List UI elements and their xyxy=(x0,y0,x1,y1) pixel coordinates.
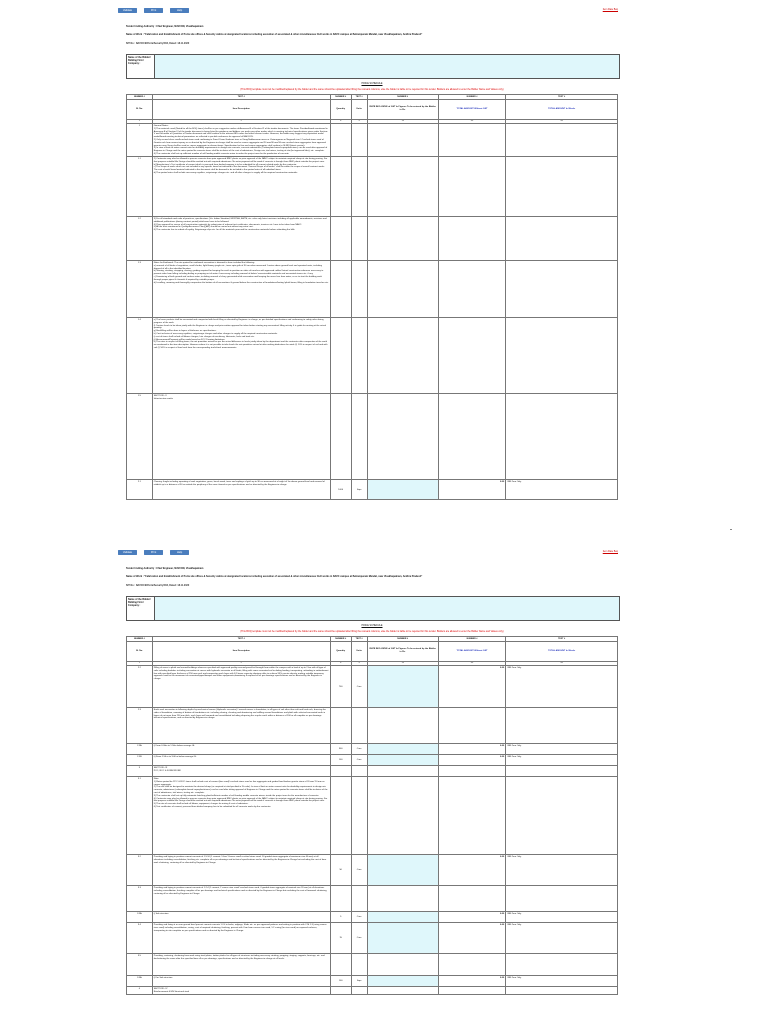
row-total-amount xyxy=(438,124,506,157)
column-type-cell: TEXT # xyxy=(152,95,330,100)
row-sl-no: 3.1 xyxy=(127,777,153,855)
row-sl-no: 3.5A xyxy=(127,976,153,987)
column-number-cell: 1 xyxy=(127,119,153,124)
toolbar xyxy=(118,550,189,555)
row-description: 3) For all standards and code of practices, specifications (Viz. Indian Standard, MORT&H, ASTM, etc. refer only latest revisions including all applicable amendments, revisions and additional publications (during contract period) whichever have to be followed. 4) Prior approval for source of all construction materials by submission of relevant test certificates, documents, invoices etc. have to be taken from NAVC. 5) All the tests mentioned in Quality Assurance Plan(QAP) should be carried out without any extra cost. 6) The contractor has to submit all royalty, Seigniorage slips etc. for all the materials procured for construction materials before submitting the bills. xyxy=(152,217,330,261)
row-amount-words xyxy=(506,777,618,855)
row-description: Filling of areas in plinth and around buildings wherever specified with approved quality murrum/gravel/soil brought from within the campus with a lead of up to 2 km with all type of soils including boulders including excavation at source with hydraulic excavator or all kinds, filling with same excavated soil including loading, transporting, unloading in embankment line with specified layer thickness of 250 mm each and compacting each layer with 8-9 tonne capacity vibratory roller to achieve 95% proctor density, making suitable temporary approach road for the movement of excavator/tipper/dumper and other equipments,dewatering if required all as per drawings specifications and as directed by the Engineer in charge. xyxy=(152,666,330,708)
row-sl-no: 1.3 xyxy=(127,261,153,318)
row-sl-no: 2.2 xyxy=(127,666,153,708)
row-amount-words xyxy=(506,261,618,318)
print-button[interactable]: Print xyxy=(144,8,163,13)
row-sl-no: 2.3 xyxy=(127,708,153,744)
row-amount-words: INR Zero Only xyxy=(506,755,618,766)
boq-row xyxy=(127,394,618,480)
item-rate-boq-link[interactable]: Item Rate Boq xyxy=(602,550,618,553)
row-total-amount xyxy=(438,394,506,480)
rate-input-cell[interactable] xyxy=(367,855,438,886)
tender-authority: Tender Inviting Authority : Chief Engineer, NAVCON, Visakhapatnam xyxy=(126,567,204,570)
rate-input-cell xyxy=(367,886,438,912)
row-total-amount xyxy=(438,954,506,976)
row-sl-no: 1.4 xyxy=(127,318,153,394)
tender-authority: Tender Inviting Authority : Chief Engineer, NAVCON, Visakhapatnam xyxy=(126,25,204,28)
column-type-cell: NUMBER # xyxy=(438,637,506,642)
row-description: Providing and laying in position cement concrete of 1:2:4 (1 cement, 2 coarse river sand/ crushed stone sand, 4 graded stone aggregate of nominal size 20 mm) at all elevations including consolidation, finishing complete all as per drawings and technical specifications and as directed by the Engineer-in-Charge but excluding the cost of formwork shuttering, centering all as directed by Engineer-in-Charge. xyxy=(152,886,330,912)
column-type-cell: NUMBER # xyxy=(127,637,153,642)
row-quantity: 300 xyxy=(330,744,351,755)
boq-row xyxy=(127,755,618,766)
row-quantity: 100 xyxy=(330,755,351,766)
rate-input-cell xyxy=(367,394,438,480)
row-quantity: 50 xyxy=(330,855,351,886)
row-description: General Notes: 1) The materials used (Noted for all the BOQ items) shall be as per suggestive makes of Annexure-B of Section-VI of the tender documents. The items Provided/made mentioned in Annexure-B of Section-VI of the tender document is being listed for guidance and bidders can prefer any other makes which is meeting technical specifications given under Section-V and Schedule of Quantities of Tender document and shall confirm to the relevant BIS codes and other relevant codes. However, the bidder may suggest any equivalent make/ model/brand meeting technical parameters as reflected in pre-bid conference for approval of NAVCON. 2) Only second class sand/crushed stone sand confirming to Zone-II from Godavari river or Vizag/Sabbavaram areas or Vizianagaram or Nagavali river / Crushed stone sand of Granite rock from nearest quarry or as directed by the Engineer-in-charge shall be used as coarse aggregate and 20 mm/40 mm/10 mm crushed stone aggregates from approved quarries near Vizag shall be used as coarse aggregate in relevant items. Specification for fine and coarse aggregates shall confirm to IS:383 (latest version). 3) In view of limit on water cement ratio for durability requirements in design mix concrete, concrete admixtures (Carboxylate-based superplasticizers) can be used after approval of Engineer in Charge and the rates quoted for concrete items shall be inclusive of the cost of admixtures, Design mix, trial mixes, testing at site (but approved labs), etc. complete. 4) The contractor shall set up sufficient number of self loading mobile concrete mixer to make the project area for the production of concrete. xyxy=(152,124,330,157)
row-sl-no: 2.1 xyxy=(127,480,153,500)
column-header-cell: Units xyxy=(351,99,367,119)
boq-row xyxy=(127,217,618,261)
row-quantity xyxy=(330,124,351,157)
row-units xyxy=(351,124,367,157)
price-schedule-title: PRICE SCHEDULE xyxy=(361,82,383,85)
boq-row xyxy=(127,124,618,157)
column-header-cell: RATE INCLUSIVE of GST In Figures To be entered by the Bidder in Rs. xyxy=(367,641,438,661)
row-quantity: 100 xyxy=(330,976,351,987)
row-amount-words xyxy=(506,708,618,744)
row-quantity xyxy=(330,987,351,995)
rate-input-cell xyxy=(367,777,438,855)
bidder-name-label: Name of the Bidder/ Bidding Firm / Company : xyxy=(127,55,155,78)
row-description: Notes for Earthwork: The rate quoted for earthwork excavation is deemed to have included the following: a) removal of all kinds of vegetation, small shrubs, light flowery jungle etc., trees upto girth of 30 cm when measured 1 metre above ground level and uprooted roots, including disposal of all in the identified location. b) Shoring, strutting, strapping, shoring, grading required for keeping the earth in position on sides of trenches with approved cables/ lateral construction wherever necessary to prevent sides from falling including bailing or pumping out of water if necessary including removal of debris/ unserviceable materials and excavated stones etc. if any. c) Dewatering of both ground and surface water, including removal of slurry generated while excavation and keeping the areas free from water, so as to start the building work through proper pipes & channels if required by suitable pumps. d) Levelling, ramming and thoroughly compaction the bottom of all excavations & ground before the construction of foundations/footing /plinth beam, filling in foundation trenches etc. xyxy=(152,261,330,318)
row-units xyxy=(351,766,367,777)
work-name: Name of Work : "Fabrication and Establishment of Porta site offices & Security cabins at designated locations including execution of associated & other miscellaneous Civil works in NAVC campus at Belrampuram Mandal, near Visakhapatnam, Andhra Pradesh" xyxy=(126,33,423,36)
column-type-cell: NUMBER # xyxy=(127,95,153,100)
row-description: 2) Contractor may also be allowed to procure concrete from prior approved RMC plants on prior approval of the NAVC subject to maintain required slump at site during pouring. For that purpose suitable Mix Design should be worked out with required admixtures. No extra payment will be made if concrete is brought from RMC plants outside the project area. b) Manufacturer's Test certificate of cement which is procured from dealer/company is to be submitted for all cement related works by the contractor. c) The Scope of works which are not included in any specific items but indicated in the document "General Scope of all works" shall be within the scope of overall contract works. The cost of work/ items/material indicated in the document shall be deemed to be included in the quoted rates of all individual items. d) The quoted rates shall include necessary royalties, seigniorage charges etc. and all other charges to supply all the required construction materials. xyxy=(152,157,330,217)
template-warning: (This BOQ template must not be modified/replaced by the bidder and the same should be uploaded after filling the relevant columns, else the bidder is liable to be rejected for this tender. Bidders are allowed to enter the Bidder Name and Values only) xyxy=(240,88,504,91)
boq-row xyxy=(127,923,618,954)
boq-row xyxy=(127,157,618,217)
row-units xyxy=(351,987,367,995)
rate-input-cell[interactable] xyxy=(367,755,438,766)
column-type-cell: NUMBER # xyxy=(367,637,438,642)
rate-input-cell[interactable] xyxy=(367,976,438,987)
row-quantity xyxy=(330,318,351,394)
column-number-cell: 4 xyxy=(330,661,351,666)
boq-table xyxy=(126,636,618,995)
rate-input-cell xyxy=(367,954,438,976)
row-units xyxy=(351,777,367,855)
boq-row xyxy=(127,744,618,755)
rate-input-cell xyxy=(367,261,438,318)
bidder-name-box xyxy=(126,54,620,79)
row-amount-words xyxy=(506,766,618,777)
rate-input-cell xyxy=(367,987,438,995)
row-quantity xyxy=(330,886,351,912)
row-quantity: 1000 xyxy=(330,480,351,500)
column-header-cell: Units xyxy=(351,641,367,661)
boq-row xyxy=(127,912,618,923)
row-sl-no: 1 xyxy=(127,124,153,157)
row-description: Clearing Jungle including uprooting of rank vegetation, grass, brush wood, trees and saplings of girth up to 30 cm measured at a height of 1m above ground level and removal of rubbish up to a distance of 50 m outside the periphery of the area cleared as per specifications and as directed by the Engineer-in-charge xyxy=(152,480,330,500)
row-description: Providing, centering, shuttering form work using steel plates, timber planks for all types of structures including necessary strutting, propping, staging, supports, bracings, etc. and deshuttering the same after the specified time all as per drawings, specifications and as directed by the Engineer-in-charge at all levels. xyxy=(152,954,330,976)
column-header-cell: TOTAL AMOUNT Without GST xyxy=(438,99,506,119)
row-units xyxy=(351,394,367,480)
boq-row xyxy=(127,855,618,886)
column-header-cell: Sl. No. xyxy=(127,99,153,119)
boq-row xyxy=(127,766,618,777)
column-header-cell: Item Description xyxy=(152,99,330,119)
row-quantity xyxy=(330,261,351,318)
row-description: Earth work excavation in following depths by mechanical means (Hydraulic excavator) / manual means in foundation, in all types of soil other than soft and hard rock, dressing the sides of foundation, ramming of bottom of foundations etc. including shoring, sheeting and dewatering and refilling around foundations and plinth with selected excavated earth in layers of not more than 250 mm thick, each layer well rammed and consolidated including disposing the surplus earth within a distance of 200 m all complete as per drawings technical specifications, and as directed by Engineer-in-charge. xyxy=(152,708,330,744)
row-units xyxy=(351,261,367,318)
row-quantity xyxy=(330,954,351,976)
column-number-cell: 2 xyxy=(152,119,330,124)
row-quantity: 700 xyxy=(330,666,351,708)
row-amount-words: INR Zero Only xyxy=(506,923,618,954)
column-header-cell: TOTAL AMOUNT In Words xyxy=(506,641,618,661)
row-amount-words: INR Zero Only xyxy=(506,744,618,755)
column-number-cell: 55 xyxy=(506,661,618,666)
column-type-cell: TEXT # xyxy=(506,95,618,100)
row-amount-words xyxy=(506,318,618,394)
row-description: SECTION - IV Reinforcement & MS Structural steel xyxy=(152,987,330,995)
validate-button[interactable]: Validate xyxy=(118,550,137,555)
row-quantity xyxy=(330,708,351,744)
row-total-amount: 0.00 xyxy=(438,755,506,766)
rate-input-cell xyxy=(367,708,438,744)
row-sl-no: 1.2 xyxy=(127,217,153,261)
row-quantity xyxy=(330,766,351,777)
help-button[interactable]: Help xyxy=(170,550,189,555)
row-sl-no: 2.3B xyxy=(127,755,153,766)
row-quantity xyxy=(330,217,351,261)
row-total-amount: 0.00 xyxy=(438,912,506,923)
row-amount-words: INR Zero Only xyxy=(506,912,618,923)
price-schedule-title: PRICE SCHEDULE xyxy=(361,624,383,627)
row-total-amount xyxy=(438,777,506,855)
rate-input-cell xyxy=(367,766,438,777)
row-sl-no: 3.4 xyxy=(127,923,153,954)
row-sl-no: 3.3A xyxy=(127,912,153,923)
row-total-amount: 0.00 xyxy=(438,744,506,755)
row-total-amount xyxy=(438,217,506,261)
row-amount-words: INR Zero Only xyxy=(506,480,618,500)
row-description: Note: 1) Rates quoted for PCC & RCC items shall include cost of cement (bar sand)/ crushed stone sand as fine aggregate and graded hard broken granite stone of 20 mm/ 10 mm as coarse aggregate. 2) The mix shall be designed to maintain the desired slump (as required at site/specified in IS code). In view of limit on water cement ratio for durability requirements in design mix concrete, admixtures (carboxylate based superplasticizers) can be used after taking approval of Engineer in Charge and the rates quoted for concrete items shall be inclusive of the cost of admixtures, trial mixes, testing etc. complete. 3) The contractor shall set up fully automatic batching plant/sufficient number of self loading mobile concrete mixers inside the project area for the manufacture of concrete. 4) Contractor may also be allowed to procure concrete from prior approved RMC plants on prior approval of the NAVC subject to maintain required slump at site during pouring. For that purpose suitable Mix Design should be worked out with required admixtures. No extra payment will be made if concrete is brought from RMC plants outside the project area. 5) The rate of concrete shall include all labour, equipment, charges for mixing & cost of admixture. 6) Test certificates of cement, procured from dealer/company has to be submitted for all concrete works by the contractor. xyxy=(152,777,330,855)
row-total-amount xyxy=(438,886,506,912)
rate-input-cell[interactable] xyxy=(367,744,438,755)
row-total-amount: 0.00 xyxy=(438,666,506,708)
row-description: Providing and laying in position cement concrete of 1:5:10 (1 cement: 5 fine/ Coarse sand/ crushed stone sand: 10 graded stone aggregate of maximum size 40 mm) at all elevations including consolidation, finishing etc. complete all as per drawings and technical specifications and as directed by the Engineer-in-Charge but excluding the cost of form work shuttering, centering all as directed by Engineer-in-Charge. xyxy=(152,855,330,886)
row-units xyxy=(351,954,367,976)
column-number-cell: 2 xyxy=(152,661,330,666)
row-units: Cum xyxy=(351,755,367,766)
row-total-amount: 0.00 xyxy=(438,480,506,500)
row-units xyxy=(351,157,367,217)
print-button[interactable]: Print xyxy=(144,550,163,555)
boq-row xyxy=(127,976,618,987)
work-name: Name of Work : "Fabrication and Establishment of Porta site offices & Security cabins at designated locations including execution of associated & other miscellaneous Civil works in NAVC campus at Belrampuram Mandal, near Visakhapatnam, Andhra Pradesh" xyxy=(126,575,423,578)
row-quantity xyxy=(330,394,351,480)
toolbar xyxy=(118,8,189,13)
row-total-amount: 0.00 xyxy=(438,976,506,987)
column-number-cell: 5 xyxy=(351,661,367,666)
row-quantity: 5 xyxy=(330,912,351,923)
boq-row xyxy=(127,480,618,500)
row-total-amount xyxy=(438,708,506,744)
rate-input-cell xyxy=(367,318,438,394)
row-units: Cum xyxy=(351,923,367,954)
row-total-amount xyxy=(438,766,506,777)
column-type-cell: TEXT # xyxy=(506,637,618,642)
row-description: i) For Sub structure xyxy=(152,976,330,987)
row-sl-no: 1.5 xyxy=(127,394,153,480)
template-warning: (This BOQ template must not be modified/replaced by the bidder and the same should be uploaded after filling the relevant columns, else the bidder is liable to be rejected for this tender. Bidders are allowed to enter the Bidder Name and Values only) xyxy=(240,630,504,633)
column-header-cell: Quantity xyxy=(330,99,351,119)
column-header-cell: RATE INCLUSIVE of GST In Figures To be entered by the Bidder in Rs. xyxy=(367,99,438,119)
row-total-amount: 0.00 xyxy=(438,923,506,954)
column-number-cell: 1 xyxy=(127,661,153,666)
boq-row xyxy=(127,708,618,744)
rate-input-cell[interactable] xyxy=(367,480,438,500)
row-amount-words xyxy=(506,987,618,995)
column-number-cell: 53 xyxy=(438,661,506,666)
row-units xyxy=(351,886,367,912)
column-type-cell: NUMBER # xyxy=(330,637,351,642)
bidder-name-input[interactable] xyxy=(155,55,619,78)
row-units: Cum xyxy=(351,744,367,755)
column-type-cell: NUMBER # xyxy=(330,95,351,100)
rate-input-cell[interactable] xyxy=(367,923,438,954)
column-type-cell: NUMBER # xyxy=(438,95,506,100)
row-amount-words: INR Zero Only xyxy=(506,855,618,886)
row-total-amount: 0.00 xyxy=(438,855,506,886)
row-total-amount xyxy=(438,157,506,217)
boq-table xyxy=(126,94,618,500)
row-total-amount xyxy=(438,318,506,394)
bidder-name-box xyxy=(126,596,620,621)
row-total-amount xyxy=(438,261,506,318)
column-header-row xyxy=(127,99,618,119)
boq-row xyxy=(127,954,618,976)
row-units xyxy=(351,217,367,261)
rate-input-cell[interactable] xyxy=(367,666,438,708)
row-units: Sqm xyxy=(351,480,367,500)
rate-input-cell xyxy=(367,217,438,261)
column-number-cell: 55 xyxy=(506,119,618,124)
bidder-name-input[interactable] xyxy=(155,597,619,620)
row-sl-no: 1.1 xyxy=(127,157,153,217)
row-units: Cum xyxy=(351,855,367,886)
column-type-cell: TEXT # xyxy=(351,637,367,642)
rate-input-cell xyxy=(367,124,438,157)
page-edge-mark xyxy=(730,529,732,530)
bidder-name-label: Name of the Bidder/ Bidding Firm / Company : xyxy=(127,597,155,620)
row-sl-no: 3.3 xyxy=(127,886,153,912)
row-description: SECTION - III PCC, RCC & FORM WORK xyxy=(152,766,330,777)
row-description: e) The loose pockets shall be excavated and compacted with back filling as directed by Engineer- in-charge, as per detailed specifications and conforming to safety rules during progress of the work. f) Contour levels to be taken jointly with the Engineer in charge and prior written approval be taken before starting any excavation/ filling activity. It is guide for arriving at the actual quantity. g) Backfilling will be done in layers of thickness as specifications. h) Cost inclusive of necessary royalties, seigniorage charges and other charges to supply all the required construction materials. i) cost of items shall include all labour charges, hire charges of machinery, lubricants, fuels and tools etc. j) Measurement/Payment will be made based on FCC Drawing limitations. k) The rates in respect of filling items, the net quantities arrived as per the actual difference in levels jointly taken by the department and the contractor after compaction of the earth as mentioned in the item description. However where it is not possible to take levels the net quantities arrived at after making deductions for voids @ 10% in respect of soil and with soil @ 50% in respect of hard rock from the corresponding truck/stack measurements. xyxy=(152,318,330,394)
row-units: Sqm xyxy=(351,976,367,987)
row-units: Cum xyxy=(351,666,367,708)
row-amount-words xyxy=(506,124,618,157)
validate-button[interactable]: Validate xyxy=(118,8,137,13)
column-number-cell: 5 xyxy=(351,119,367,124)
rate-input-cell[interactable] xyxy=(367,912,438,923)
row-sl-no: 3.5 xyxy=(127,954,153,976)
column-header-cell: TOTAL AMOUNT Without GST xyxy=(438,641,506,661)
column-number-cell: 13 xyxy=(367,661,438,666)
row-units: Cum xyxy=(351,912,367,923)
column-type-cell: TEXT # xyxy=(351,95,367,100)
row-description: SECTION - II Infrastructure works xyxy=(152,394,330,480)
row-description: Providing and fixing at or near ground level precast cement concrete 1:2:4 in kerbs, edgings, Slabs etc. as per approved patterns and setting in position with C.M 1:3 (using coarse river sand) including consolidation, curing, cost of required shuttering, finishing, precast with Cum from coarse river sand, 1:2 curing (for river sand) on exposed surfaces, transporting to site complete as per specifications and as directed by the Engineer in Charge. xyxy=(152,923,330,954)
column-header-cell: Quantity xyxy=(330,641,351,661)
boq-row xyxy=(127,886,618,912)
row-quantity: 15 xyxy=(330,923,351,954)
boq-row xyxy=(127,666,618,708)
boq-row xyxy=(127,318,618,394)
row-units xyxy=(351,708,367,744)
column-number-cell: 53 xyxy=(438,119,506,124)
nit-number: NIT No : NAVC/CE/Porta/Security/003, Dated: 18.11.2020 xyxy=(126,584,190,587)
column-number-cell: 4 xyxy=(330,119,351,124)
boq-row xyxy=(127,777,618,855)
column-header-row xyxy=(127,641,618,661)
row-units xyxy=(351,318,367,394)
rate-input-cell xyxy=(367,157,438,217)
column-number-cell: 13 xyxy=(367,119,438,124)
column-type-cell: NUMBER # xyxy=(367,95,438,100)
row-total-amount xyxy=(438,987,506,995)
column-header-cell: TOTAL AMOUNT In Words xyxy=(506,99,618,119)
row-amount-words: INR Zero Only xyxy=(506,976,618,987)
row-quantity xyxy=(330,777,351,855)
row-amount-words xyxy=(506,954,618,976)
row-description: i) Sub structure xyxy=(152,912,330,923)
item-rate-boq-link[interactable]: Item Rate Boq xyxy=(602,8,618,11)
boq-row xyxy=(127,987,618,995)
row-sl-no: 4 xyxy=(127,987,153,995)
help-button[interactable]: Help xyxy=(170,8,189,13)
row-amount-words xyxy=(506,394,618,480)
row-amount-words xyxy=(506,886,618,912)
column-header-cell: Item Description xyxy=(152,641,330,661)
row-amount-words: INR Zero Only xyxy=(506,666,618,708)
row-amount-words xyxy=(506,217,618,261)
column-type-cell: TEXT # xyxy=(152,637,330,642)
row-quantity xyxy=(330,157,351,217)
row-amount-words xyxy=(506,157,618,217)
row-sl-no: 3 xyxy=(127,766,153,777)
row-description: i) From 0.00m to 1.50m below average GL xyxy=(152,744,330,755)
nit-number: NIT No : NAVC/CE/Porta/Security/003, Dated: 18.11.2020 xyxy=(126,42,190,45)
column-header-cell: Sl. No. xyxy=(127,641,153,661)
row-sl-no: 3.2 xyxy=(127,855,153,886)
row-sl-no: 2.3A xyxy=(127,744,153,755)
boq-row xyxy=(127,261,618,318)
row-description: ii) From 1.50 m to 3.00 m below average GL xyxy=(152,755,330,766)
